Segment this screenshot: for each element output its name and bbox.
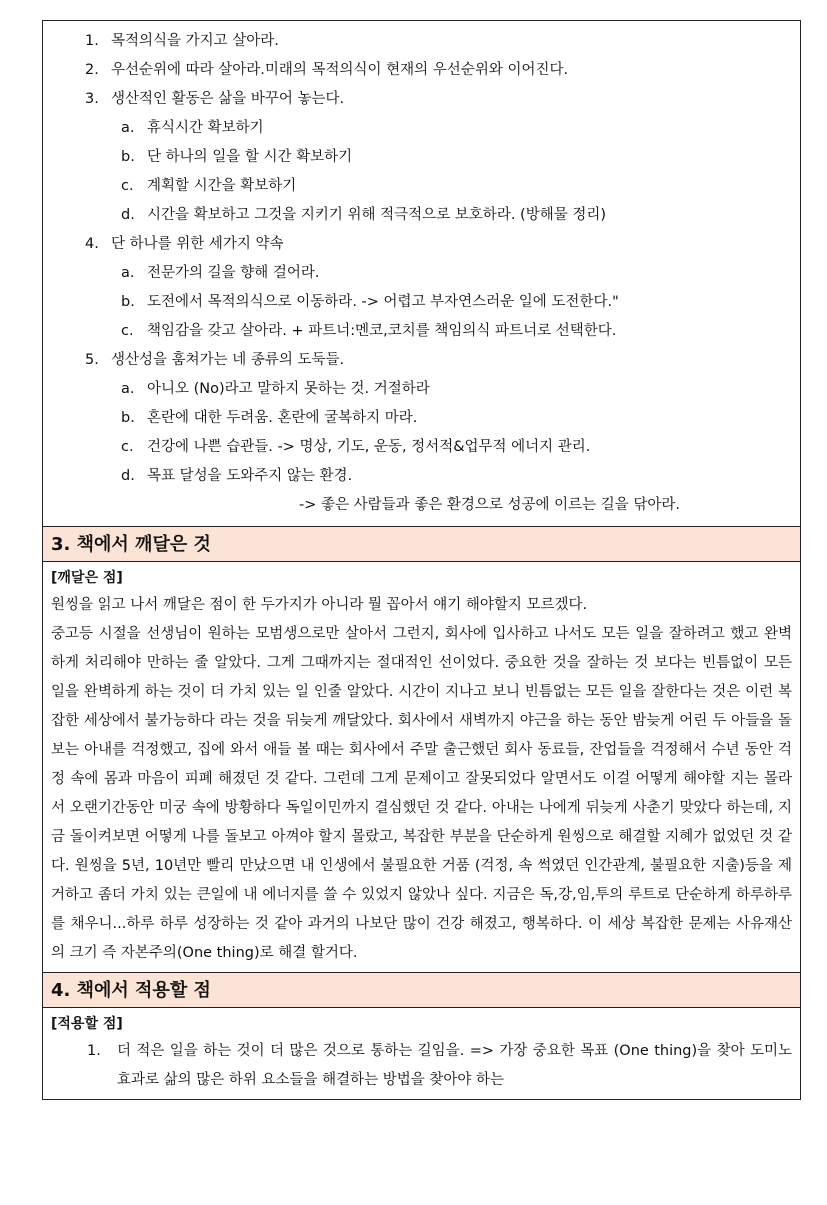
list-cell	[43, 21, 800, 527]
paragraph: 중고등 시절을 선생님이 원하는 모범생으로만 살아서 그런지, 회사에 입사하고 나서도 모든 일을 잘하려고 했고 완벽하게 처리해야 만하는 줄 알았다. 그게 그때까지는 절대적인 선이었다. 중요한 것을 잘하는 것 보다는 빈틈없이 모든 일을 완벽하게 하는 것이 더 가치 있는 일 인줄 알았다. 시간이 지나고 보니 빈틈없는 모든 일을 잘한다는 것은 이런 복잡한 세상에서 불가능하다 라는 것을 뒤늦게 깨달았다. 회사에서 새벽까지 야근을 하는 동안 밤늦게 어린 두 아들을 돌보는 아내를 걱정했고, 집에 와서 애들 볼 때는 회사에서 주말 출근했던 회사 동료들, 잔업들을 걱정해서 수년 동안 걱정 속에 몸과 마음이 피폐 해졌던 것 같다. 그런데 그게 문제이고 잘못되었다 알면서도 이걸 어떻게 해야할 지는 몰라서 오랜기간동안 미궁 속에 방황하다 독일이민까지 결심했던 것 같다. 아내는 나에게 뒤늦게 사춘기 맞았다 하는데, 지금 돌이켜보면 어떻게 나를 돌보고 아껴야 할지 몰랐고, 복잡한 부분을 단순하게 원씽으로 해결할 지혜가 없었던 것 같다. 원씽을 5년, 10년만 빨리 만났으면 내 인생에서 불필요한 거품 (걱정, 속 썩였던 인간관계, 불필요한 지출)등을 제거하고 좀더 가치 있는 큰일에 내 에너지를 쓸 수 있었지 않았나 싶다. 지금은 독,강,임,투의 루트로 단순하게 하루하루를 채우니...하루 하루 성장하는 것 같아 과거의 나보단 많이 건강 해졌고, 행복하다. 이 세상 복잡한 문제는 사유재산의 크기 즉 자본주의(One thing)로 해결 할거다.	[51, 626, 792, 961]
paragraph: 원씽을 읽고 나서 깨달은 점이 한 두가지가 아니라 뭘 꼽아서 얘기 해야할지 모르겠다.	[51, 597, 588, 613]
sub-list-item: c. 계획할 시간을 확보하기	[121, 178, 297, 194]
list-item: 4. 단 하나를 위한 세가지 약속	[85, 236, 284, 252]
section-4-header: 4. 책에서 적용할 점	[43, 973, 800, 1008]
list-continuation: -> 좋은 사람들과 좋은 환경으로 성공에 이르는 길을 닦아라.	[299, 497, 681, 513]
section-3-body	[43, 562, 800, 973]
list-item: 5. 생산성을 훔쳐가는 네 종류의 도둑들.	[85, 352, 345, 368]
sub-list-item: a. 아니오 (No)라고 말하지 못하는 것. 거절하라	[121, 381, 430, 397]
sub-list-item: a. 휴식시간 확보하기	[121, 120, 264, 136]
section-4-body	[43, 1008, 800, 1099]
sub-list-item: d. 시간을 확보하고 그것을 지키기 위해 적극적으로 보호하라. (방해물 정리)	[121, 207, 606, 223]
list-item: 1. 목적의식을 가지고 살아라.	[85, 33, 279, 49]
section-3-header: 3. 책에서 깨달은 것	[43, 527, 800, 562]
sub-list-item: a. 전문가의 길을 향해 걸어라.	[121, 265, 320, 281]
list-item: 2. 우선순위에 따라 살아라.미래의 목적의식이 현재의 우선순위와 이어진다.	[85, 62, 569, 78]
list-item: 3. 생산적인 활동은 삶을 바꾸어 놓는다.	[85, 91, 345, 107]
document-table	[42, 20, 801, 1100]
section-3-label: [깨달은 점]	[51, 570, 123, 586]
sub-list-item: d. 목표 달성을 도와주지 않는 환경.	[121, 468, 353, 484]
sub-list-item: b. 단 하나의 일을 할 시간 확보하기	[121, 149, 353, 165]
sub-list-item: c. 책임감을 갖고 살아라. + 파트너:멘코,코치를 책임의식 파트너로 선택한다.	[121, 323, 617, 339]
sub-list-item: b. 도전에서 목적의식으로 이동하라. -> 어렵고 부자연스러운 일에 도전한다."	[121, 294, 619, 310]
list-item: 1. 더 적은 일을 하는 것이 더 많은 것으로 통하는 길임을. => 가장 중요한 목표 (One thing)을 찾아 도미노 효과로 삶의 많은 하위 요소들을 해결하는 방법을 찾아야 하는	[87, 1043, 792, 1088]
sub-list-item: c. 건강에 나쁜 습관들. -> 명상, 기도, 운동, 정서적&업무적 에너지 관리.	[121, 439, 591, 455]
section-4-label: [적용할 점]	[51, 1016, 123, 1032]
sub-list-item: b. 혼란에 대한 두려움. 혼란에 굴복하지 마라.	[121, 410, 418, 426]
